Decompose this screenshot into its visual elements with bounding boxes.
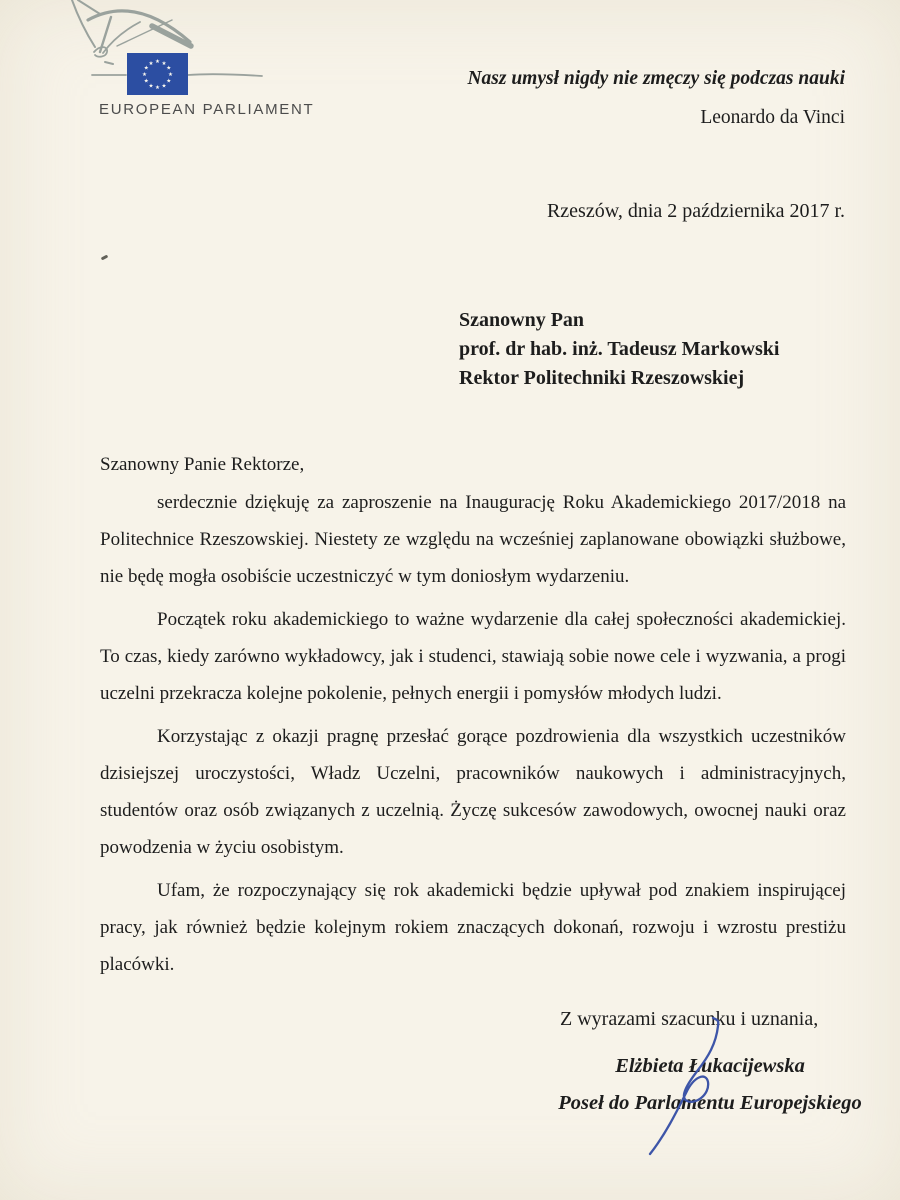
letterhead-quote-block: [467, 68, 845, 129]
recipient-salutation: Szanowny Pan: [459, 309, 585, 331]
date-line: Rzeszów, dnia 2 października 2017 r.: [546, 200, 845, 222]
svg-text:★: ★: [167, 72, 174, 79]
signer-title: Poseł do Parlamentu Europejskiego: [558, 1092, 862, 1114]
signature-block: [520, 1055, 900, 1115]
paragraph-4: Ufam, że rozpoczynający się rok akademicki będzie upływał pod znakiem inspirującej pracy, jak również będzie kolejnym rokiem znaczących dokonań, rozwoju i wzrostu prestiżu placówki.: [100, 880, 846, 975]
svg-text:★: ★: [166, 65, 172, 72]
letter-body: [100, 446, 846, 989]
paragraph-3: Korzystając z okazji pragnę przesłać gorące pozdrowienia dla wszystkich uczestników dzisiejszej uroczystości, Władz Uczelni, pracowników naukowych i administracyjnych, studentów oraz osób związanych z uczelnią. Życzę sukcesów zawodowych, owocnej nauki oraz powodzenia w życiu osobistym.: [100, 726, 846, 858]
scan-speck: [101, 255, 109, 261]
eu-flag-icon: [127, 53, 188, 95]
signer-name: Elżbieta Łukacijewska: [615, 1055, 805, 1077]
european-parliament-logo: [55, 0, 285, 100]
svg-text:★: ★: [143, 65, 149, 72]
quote-text: Nasz umysł nigdy nie zmęczy się podczas nauki: [467, 68, 845, 89]
recipient-title: Rektor Politechniki Rzeszowskiej: [459, 367, 745, 389]
svg-text:★: ★: [148, 83, 154, 90]
svg-text:★: ★: [161, 60, 167, 67]
paragraph-1: serdecznie dziękuję za zaproszenie na Inaugurację Roku Akademickiego 2017/2018 na Politechnice Rzeszowskiej. Niestety ze względu na wcześniej zaplanowane obowiązki służbowe, nie będę mogła osobiście uczestniczyć w tym doniosłym wydarzeniu.: [100, 492, 846, 587]
svg-text:★: ★: [161, 83, 167, 90]
org-name: EUROPEAN PARLIAMENT: [99, 101, 315, 118]
recipient-name: prof. dr hab. inż. Tadeusz Markowski: [459, 338, 780, 360]
svg-text:★: ★: [154, 59, 161, 66]
svg-text:★: ★: [148, 60, 154, 67]
quote-author: Leonardo da Vinci: [700, 107, 845, 128]
svg-text:★: ★: [143, 78, 149, 85]
svg-text:★: ★: [166, 78, 172, 85]
svg-text:★: ★: [154, 85, 161, 92]
recipient-block: [459, 306, 779, 393]
paragraph-2: Początek roku akademickiego to ważne wydarzenie dla całej społeczności akademickiej. To czas, kiedy zarówno wykładowcy, jak i studenci, stawiają sobie nowe cele i wyzwania, a progi uczelni przekracza kolejne pokolenie, pełnych energii i pomysłów młodych ludzi.: [100, 609, 846, 704]
salutation: Szanowny Panie Rektorze,: [100, 454, 305, 475]
closing-line: Z wyrazami szacunku i uznania,: [560, 1008, 819, 1030]
svg-text:★: ★: [141, 72, 148, 79]
